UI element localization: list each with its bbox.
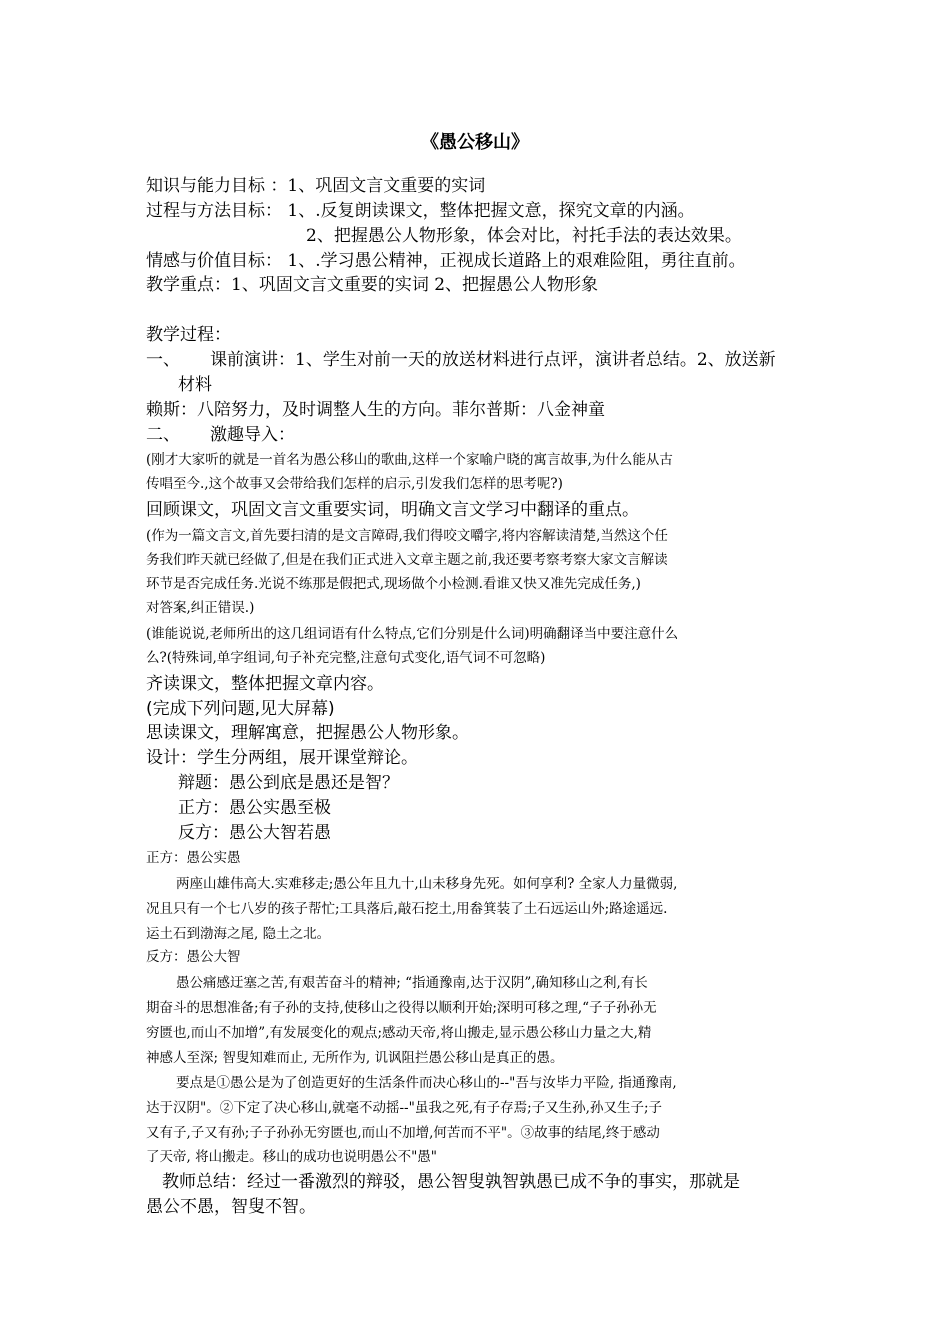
objective-process-1: 过程与方法目标： 1、.反复朗读课文，整体把握文意，探究文章的内涵。 [146, 201, 695, 221]
key-line-3: 又有子,子又有孙;子子孙孙无穷匮也,而山不加增,何苦而不平"。③故事的结尾,终于感动 [146, 1125, 660, 1141]
key-line-1: 要点是①愚公是为了创造更好的生活条件而决心移山的--"吾与汝毕力平险, 指通豫南, [176, 1075, 677, 1091]
objective-emotion: 情感与价值目标： 1、.学习愚公精神，正视成长道路上的艰难险阻，勇往直前。 [146, 251, 746, 271]
pro-line-2: 况且只有一个七八岁的孩子帮忙;工具落后,敲石挖土,用畚箕装了土石远运山外;路途遥远. [146, 901, 668, 917]
summary-line-1: 教师总结：经过一番激烈的辩驳，愚公智叟孰智孰愚已成不争的事实，那就是 [162, 1172, 740, 1192]
intro-line-2: 传唱至今.,这个故事又会带给我们怎样的启示,引发我们怎样的思考呢?) [146, 476, 563, 492]
pro-side: 正方：愚公实愚至极 [178, 798, 331, 818]
think-reading: 思读课文，理解寓意，把握愚公人物形象。 [146, 723, 469, 743]
process-heading: 教学过程： [146, 325, 231, 345]
review-line-4: 对答案,纠正错误.) [146, 600, 255, 616]
key-line-4: 了天帝, 将山搬走。移山的成功也说明愚公不"愚" [146, 1149, 438, 1165]
review-heading: 回顾课文，巩固文言文重要实词，明确文言文学习中翻译的重点。 [146, 500, 639, 520]
con-line-2: 期奋斗的思想准备;有子孙的支持,使移山之役得以顺利开始;深明可移之理,“子子孙孙无 [146, 1000, 657, 1016]
step2-number: 二、 [146, 425, 180, 445]
summary-line-2: 愚公不愚，智叟不智。 [146, 1197, 316, 1217]
design: 设计：学生分两组，展开课堂辩论。 [146, 748, 418, 768]
con-line-1: 愚公痛感迂塞之苦,有艰苦奋斗的精神; “指通豫南,达于汉阴”,确知移山之利,有长 [176, 975, 648, 991]
con-line-4: 神感人至深; 智叟知难而止, 无所作为, 讥讽阻拦愚公移山是真正的愚。 [146, 1050, 564, 1066]
read-all: 齐读课文，整体把握文章内容。 [146, 674, 384, 694]
objective-knowledge: 知识与能力目标 ：1、巩固文言文重要的实词 [146, 176, 486, 196]
intro-line-1: (刚才大家听的就是一首名为愚公移山的歌曲,这样一个家喻户晓的寓言故事,为什么能从古 [146, 452, 673, 468]
step2-text: 激趣导入： [210, 425, 295, 445]
con-heading: 反方：愚公大智 [146, 949, 241, 965]
objective-process-2: 2、把握愚公人物形象，体会对比，衬托手法的表达效果。 [306, 226, 742, 246]
con-line-3: 穷匮也,而山不加增”,有发展变化的观点;感动天帝,将山搬走,显示愚公移山力量之大,精 [146, 1025, 652, 1041]
debate-topic: 辩题：愚公到底是愚还是智？ [178, 773, 399, 793]
pro-line-3: 运土石到渤海之尾, 隐土之北。 [146, 926, 331, 942]
review-line-1: (作为一篇文言文,首先要扫清的是文言障碍,我们得咬文嚼字,将内容解读清楚,当然这个任 [146, 528, 668, 544]
ask-line-1: (谁能说说,老师所出的这几组词语有什么特点,它们分别是什么词)明确翻译当中要注意什么 [146, 626, 679, 642]
pro-heading: 正方：愚公实愚 [146, 850, 241, 866]
review-line-2: 务我们昨天就已经做了,但是在我们正式进入文章主题之前,我还要考察考察大家文言解读 [146, 552, 668, 568]
step1-note: 赖斯：八陪努力，及时调整人生的方向。菲尔普斯：八金神童 [146, 400, 605, 420]
ask-line-2: 么?(特殊词,单字组词,句子补充完整,注意句式变化,语气词不可忽略) [146, 650, 546, 666]
key-points: 教学重点：1、巩固文言文重要的实词 2、把握愚公人物形象 [146, 275, 599, 295]
doc-title: 《愚公移山》 [421, 132, 529, 153]
step1-number: 一、 [146, 350, 180, 370]
step1-continuation: 材料 [178, 375, 212, 395]
complete-questions: (完成下列问题,见大屏幕) [146, 699, 335, 719]
step1-text: 课前演讲：1、学生对前一天的放送材料进行点评，演讲者总结。2、放送新 [210, 350, 776, 370]
pro-line-1: 两座山雄伟高大.实难移走;愚公年且九十,山未移身先死。如何享利? 全家人力量微弱, [176, 876, 678, 892]
con-side: 反方：愚公大智若愚 [178, 823, 331, 843]
key-line-2: 达于汉阴"。②下定了决心移山,就毫不动摇--"虽我之死,有子存焉;子又生孙,孙又生子;子 [146, 1100, 663, 1116]
review-line-3: 环节是否完成任务.光说不练那是假把式,现场做个小检测.看谁又快又准先完成任务,) [146, 576, 641, 592]
